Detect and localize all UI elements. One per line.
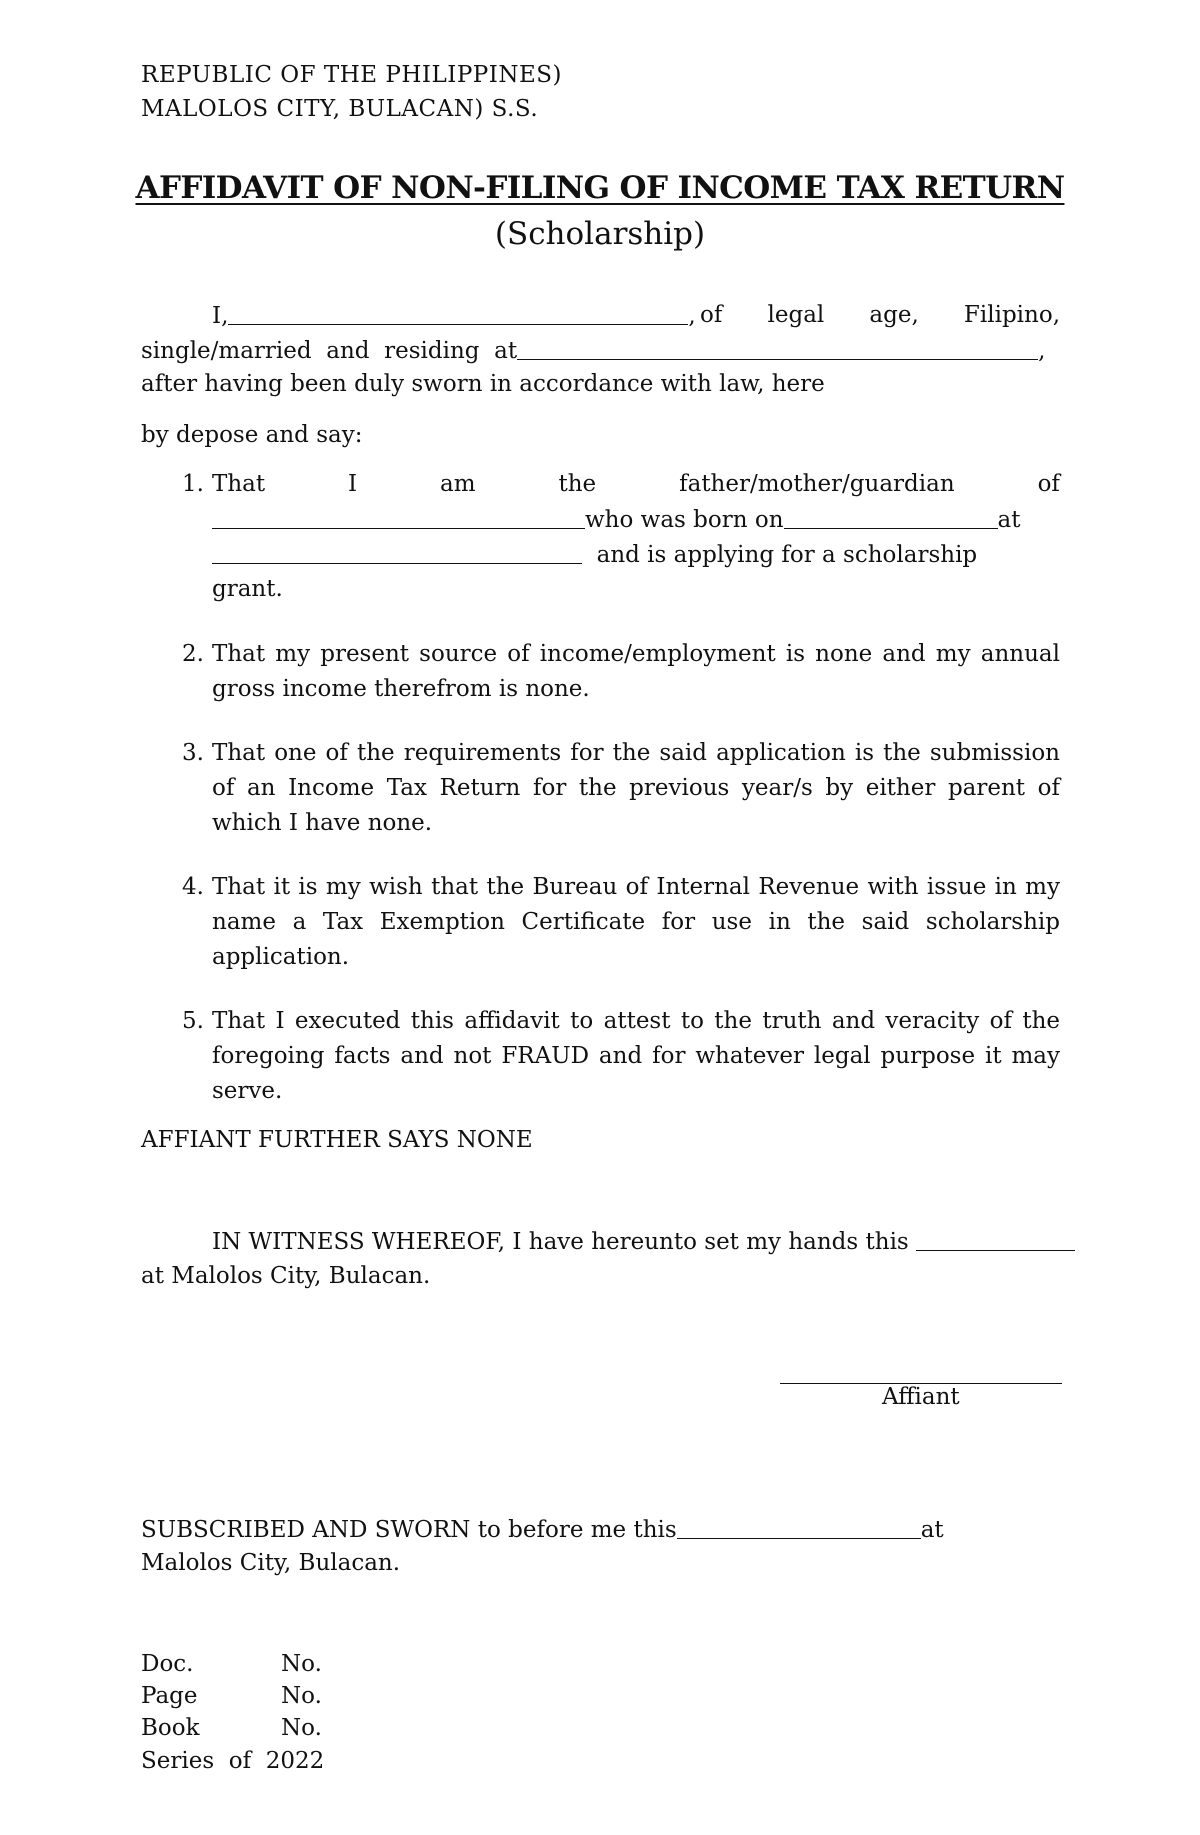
item1-line3 (212, 537, 977, 573)
item1-line2 (212, 502, 1021, 538)
intro-word: legal (767, 302, 825, 328)
item3-text: That one of the requirements for the said application is the submission of an Income Tax Return for the previous year/s by either parent of which I have none. (212, 740, 1060, 836)
subscribed-line2: Malolos City, Bulacan. (141, 1550, 401, 1576)
notary-page-no: No. (281, 1683, 322, 1709)
item-number: 1. (182, 471, 204, 497)
item-number: 2. (182, 641, 204, 667)
intro-i-word: I, (212, 303, 229, 329)
venue-line-city: MALOLOS CITY, BULACAN) S.S. (141, 96, 539, 122)
affiant-label: Affiant (882, 1384, 960, 1410)
subscribed-line1 (141, 1512, 944, 1548)
item1-word: That (212, 471, 266, 497)
item1-word: am (440, 471, 476, 497)
intro-word: Filipino, (963, 302, 1060, 328)
intro-word: age, (869, 302, 919, 328)
affiant-further-says: AFFIANT FURTHER SAYS NONE (141, 1127, 533, 1153)
item-number: 3. (182, 740, 204, 766)
item2-text: That my present source of income/employment is none and my annual gross income therefrom is none. (212, 641, 1060, 702)
intro-name-field (212, 298, 696, 334)
notary-doc-no: No. (281, 1651, 322, 1677)
subscribed-date-blank[interactable] (677, 1512, 921, 1539)
notary-page-label: Page (141, 1683, 198, 1709)
notary-book-no: No. (281, 1715, 322, 1741)
document-title-text: AFFIDAVIT OF NON-FILING OF INCOME TAX RETURN (135, 170, 1065, 206)
subscribed-at-text: at (920, 1517, 944, 1543)
witness-text: IN WITNESS WHEREOF, I have hereunto set my hands this (212, 1229, 909, 1255)
intro-depose-line: by depose and say: (141, 422, 363, 448)
civil-status-text: single/married and residing at (141, 338, 518, 364)
intro-residence-line (141, 333, 1045, 369)
witness-line2: at Malolos City, Bulacan. (141, 1263, 431, 1289)
subscribed-text: SUBSCRIBED AND SWORN to before me this (141, 1517, 677, 1543)
born-on-text: who was born on (585, 507, 784, 533)
birth-place-blank[interactable] (212, 537, 582, 564)
item1-line4: grant. (212, 576, 283, 602)
intro-word: of (700, 302, 723, 328)
applying-text: and is applying for a scholarship (596, 542, 978, 568)
document-title (0, 168, 1200, 208)
notary-book-label: Book (141, 1715, 200, 1741)
intro-sworn-line: after having been duly sworn in accordance with law, here (141, 371, 825, 397)
item5-text: That I executed this affidavit to attest to the truth and veracity of the foregoing facts and not FRAUD and for whatever legal purpose it may serve. (212, 1008, 1060, 1104)
affiant-name-blank[interactable] (228, 298, 688, 325)
witness-date-blank[interactable] (916, 1224, 1075, 1251)
venue-line-republic: REPUBLIC OF THE PHILIPPINES) (141, 62, 563, 88)
item-number: 5. (182, 1008, 204, 1034)
item1-word: the (558, 471, 597, 497)
item1-word: of (1037, 471, 1060, 497)
residence-address-blank[interactable] (517, 333, 1038, 360)
document-subtitle: (Scholarship) (494, 216, 706, 252)
child-name-blank[interactable] (212, 502, 585, 529)
witness-line1 (212, 1224, 1075, 1260)
item-number: 4. (182, 874, 204, 900)
at-text: at (997, 507, 1021, 533)
intro-end-comma: , (1038, 338, 1046, 364)
intro-line1-words (700, 298, 1060, 333)
birth-date-blank[interactable] (784, 502, 998, 529)
notary-series: Series of 2022 (141, 1748, 325, 1774)
item1-word: I (348, 471, 358, 497)
item4-text: That it is my wish that the Bureau of Internal Revenue with issue in my name a Tax Exemption Certificate for use in the said scholarship application. (212, 874, 1060, 970)
notary-doc-label: Doc. (141, 1651, 194, 1677)
intro-comma: , (688, 303, 696, 329)
item1-line1 (212, 467, 1060, 502)
item1-word: father/mother/guardian (679, 471, 955, 497)
